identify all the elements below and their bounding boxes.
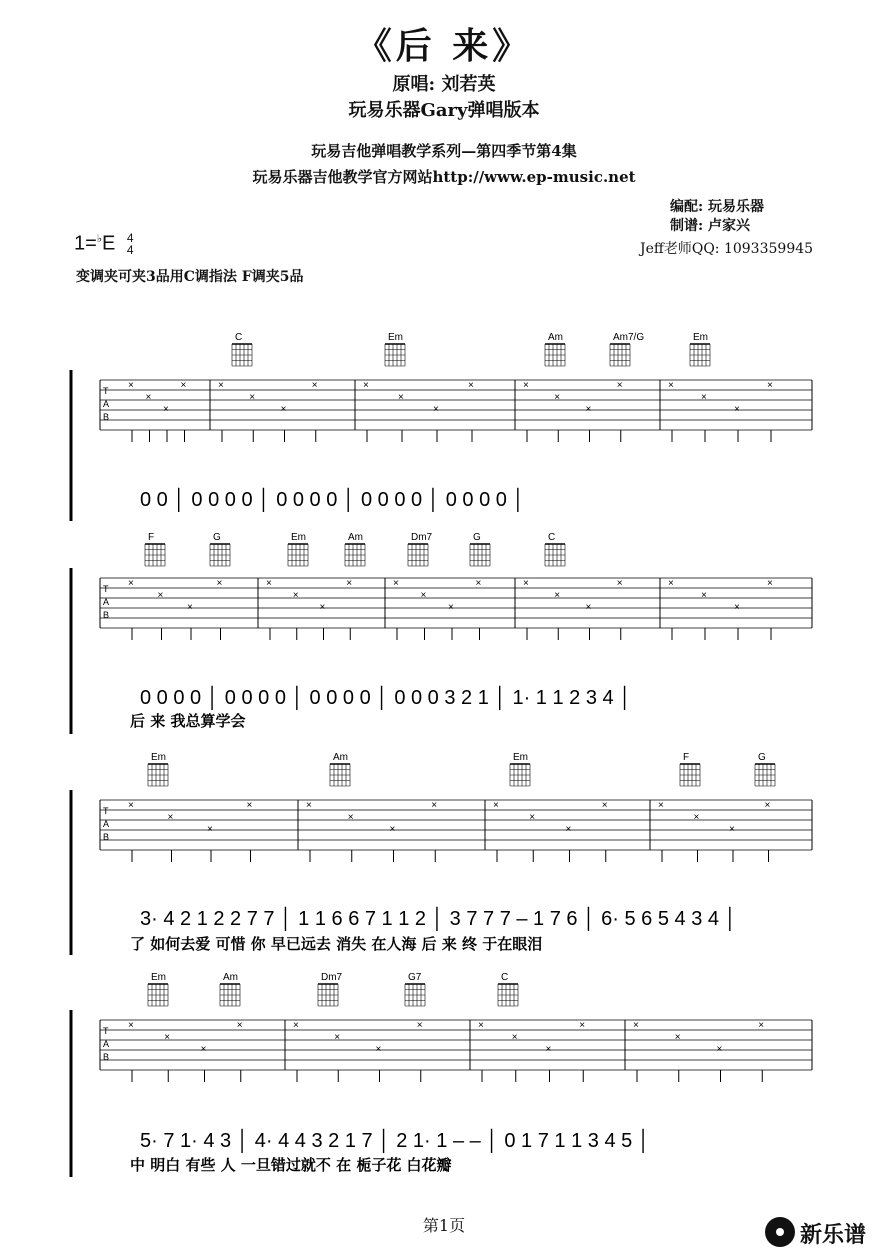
chord-diagram-Em (690, 332, 710, 366)
chord-diagram-Dm7 (318, 972, 343, 1006)
strum-mark: × (554, 392, 561, 403)
lyric-line: 后 来 我总算学会 (130, 712, 246, 730)
key-label: 1= (74, 232, 97, 255)
system-4 (71, 972, 812, 1177)
chord-name: Am (333, 752, 348, 763)
strum-mark: × (433, 404, 439, 415)
series-label: 玩易吉他弹唱教学系列—第四季节第4集 (311, 142, 577, 160)
strum-mark: × (729, 824, 735, 835)
strum-mark: × (767, 380, 773, 391)
strum-mark: × (431, 800, 438, 811)
strum-mark: × (200, 1044, 207, 1055)
strum-mark: × (293, 1020, 299, 1031)
chord-name: Em (151, 752, 166, 763)
system-3 (71, 752, 812, 955)
chord-name: C (501, 972, 509, 983)
strum-mark: × (236, 1020, 243, 1031)
page-number: 第1页 (422, 1216, 466, 1235)
system-2 (71, 532, 812, 734)
strum-mark: × (448, 602, 454, 613)
strum-mark: × (767, 578, 773, 589)
chord-diagram-G7 (405, 972, 425, 1006)
chord-name: Em (513, 752, 528, 763)
transcriber-credit: 制谱: 卢家兴 (670, 218, 751, 234)
chord-diagram-Am (220, 972, 240, 1006)
chord-diagram-C (545, 532, 565, 566)
strum-mark: × (579, 1020, 586, 1031)
chord-diagram-Em (385, 332, 405, 366)
tab-label-letter: B (103, 610, 110, 620)
lyric-line: 了 如何去爱 可惜 你 早已远去 消失 在人海 后 来 终 于在眼泪 (130, 935, 543, 953)
lyric-line: 中 明白 有些 人 一旦错过就不 在 栀子花 白花瓣 (130, 1156, 452, 1174)
tab-label-letter: B (103, 1052, 110, 1062)
strum-mark: × (633, 1020, 639, 1031)
strum-mark: × (693, 812, 700, 823)
strum-mark: × (616, 578, 623, 589)
strum-mark: × (319, 602, 326, 613)
strum-mark: × (347, 812, 354, 823)
contact-info: Jeff老师QQ: 1093359945 (640, 241, 814, 257)
chord-name: Em (291, 532, 306, 543)
jianpu-line: 5· 7 1· 4 3 │ 4· 4 4 3 2 1 7 │ 2 1· 1 – – │ 0 1 7 1 1 3 4 5 │ (140, 1130, 651, 1152)
strum-mark: × (164, 1032, 171, 1043)
strum-mark: × (311, 380, 318, 391)
strum-mark: × (668, 380, 674, 391)
strum-mark: × (128, 1020, 134, 1031)
time-bottom: 4 (126, 243, 134, 258)
chord-name: G (213, 532, 221, 543)
strum-mark: × (346, 578, 353, 589)
chord-diagram-Am (345, 532, 365, 566)
system-1 (71, 332, 812, 521)
song-title: 《后 来》 (355, 25, 533, 67)
strum-mark: × (758, 1020, 765, 1031)
website-label: 玩易乐器吉他教学官方网站http://www.ep-music.net (252, 168, 636, 186)
strum-mark: × (145, 392, 152, 403)
chord-name: Dm7 (321, 972, 343, 983)
strum-mark: × (523, 578, 529, 589)
strum-mark: × (280, 404, 287, 415)
strum-mark: × (585, 602, 592, 613)
flat-sign: ♭ (96, 233, 103, 245)
chord-name: F (148, 532, 155, 543)
logo-disc-center (776, 1228, 784, 1236)
jianpu-line: 3· 4 2 1 2 2 7 7 │ 1 1 6 6 7 1 1 2 │ 3 7 7 7 – 1 7 6 │ 6· 5 6 5 4 3 4 │ (140, 908, 738, 930)
strum-mark: × (734, 404, 740, 415)
key-note: E (102, 232, 116, 255)
strum-mark: × (493, 800, 499, 811)
strum-mark: × (616, 380, 623, 391)
tab-label-letter: A (103, 1039, 110, 1049)
tab-label-letter: T (103, 386, 109, 396)
tab-label-letter: T (103, 1026, 109, 1036)
strum-mark: × (128, 800, 134, 811)
strum-mark: × (128, 380, 134, 391)
strum-mark: × (398, 392, 404, 403)
logo-text: 新乐谱 (800, 1223, 867, 1248)
chord-name: G (473, 532, 481, 543)
chord-name: Am (223, 972, 238, 983)
chord-name: Am (548, 332, 563, 343)
chord-diagram-Am (545, 332, 565, 366)
chord-name: Dm7 (411, 532, 433, 543)
strum-mark: × (523, 380, 529, 391)
strum-mark: × (167, 812, 174, 823)
strum-mark: × (334, 1032, 341, 1043)
strum-mark: × (187, 602, 193, 613)
strum-mark: × (306, 800, 312, 811)
strum-mark: × (363, 380, 369, 391)
chord-diagram-G (210, 532, 230, 566)
chord-diagram-Em (288, 532, 308, 566)
chord-name: F (683, 752, 690, 763)
chord-name: Em (693, 332, 708, 343)
strum-mark: × (565, 824, 572, 835)
strum-mark: × (389, 824, 396, 835)
strum-mark: × (475, 578, 482, 589)
chord-diagram-C (498, 972, 518, 1006)
strum-mark: × (249, 392, 256, 403)
strum-mark: × (393, 578, 399, 589)
strum-mark: × (554, 590, 561, 601)
strum-mark: × (468, 380, 474, 391)
version-label: 玩易乐器Gary弹唱版本 (348, 100, 540, 121)
strum-mark: × (207, 824, 213, 835)
strum-mark: × (658, 800, 664, 811)
chord-name: C (548, 532, 556, 543)
chord-name: C (235, 332, 243, 343)
strum-mark: × (668, 578, 674, 589)
chord-diagram-Em (510, 752, 530, 786)
strum-mark: × (545, 1044, 552, 1055)
chord-name: Am7/G (613, 332, 645, 343)
chord-diagram-C (232, 332, 252, 366)
chord-diagram-F (145, 532, 165, 566)
chord-name: G (758, 752, 766, 763)
tab-label-letter: B (103, 412, 110, 422)
strum-mark: × (416, 1020, 423, 1031)
strum-mark: × (266, 578, 272, 589)
strum-mark: × (157, 590, 164, 601)
tab-label-letter: A (103, 819, 110, 829)
chord-diagram-Am (330, 752, 350, 786)
chord-name: Em (151, 972, 166, 983)
arranger-credit: 编配: 玩易乐器 (670, 199, 765, 215)
strum-mark: × (701, 392, 707, 403)
chord-diagram-G (470, 532, 490, 566)
strum-mark: × (292, 590, 299, 601)
strum-mark: × (764, 800, 771, 811)
tab-label-letter: A (103, 597, 110, 607)
chord-name: Em (388, 332, 403, 343)
strum-mark: × (218, 380, 224, 391)
strum-mark: × (246, 800, 253, 811)
strum-mark: × (585, 404, 592, 415)
strum-mark: × (375, 1044, 382, 1055)
chord-name: G7 (408, 972, 422, 983)
strum-mark: × (716, 1044, 723, 1055)
tab-label-letter: T (103, 806, 109, 816)
jianpu-line: 0 0 0 0 │ 0 0 0 0 │ 0 0 0 0 │ 0 0 0 3 2 1 │ 1· 1 1 2 3 4 │ (140, 687, 632, 709)
strum-mark: × (216, 578, 223, 589)
chord-diagram-Am7/G (610, 332, 644, 366)
strum-mark: × (128, 578, 134, 589)
strum-mark: × (601, 800, 608, 811)
chord-diagram-Dm7 (408, 532, 433, 566)
strum-mark: × (529, 812, 536, 823)
singer-credit: 原唱: 刘若英 (392, 74, 496, 95)
tab-label-letter: A (103, 399, 110, 409)
tab-label-letter: B (103, 832, 110, 842)
strum-mark: × (420, 590, 427, 601)
strum-mark: × (163, 404, 169, 415)
strum-mark: × (511, 1032, 518, 1043)
time-top: 4 (126, 231, 134, 246)
chord-name: Am (348, 532, 363, 543)
chord-diagram-G (755, 752, 775, 786)
capo-instructions: 变调夹可夹3品用C调指法 F调夹5品 (76, 269, 304, 285)
chord-diagram-F (680, 752, 700, 786)
strum-mark: × (674, 1032, 681, 1043)
strum-mark: × (478, 1020, 484, 1031)
chord-diagram-Em (148, 972, 168, 1006)
jianpu-line: 0 0 │ 0 0 0 0 │ 0 0 0 0 │ 0 0 0 0 │ 0 0 0 0 │ (140, 489, 525, 511)
strum-mark: × (701, 590, 707, 601)
tab-label-letter: T (103, 584, 109, 594)
chord-diagram-Em (148, 752, 168, 786)
strum-mark: × (734, 602, 740, 613)
strum-mark: × (180, 380, 187, 391)
